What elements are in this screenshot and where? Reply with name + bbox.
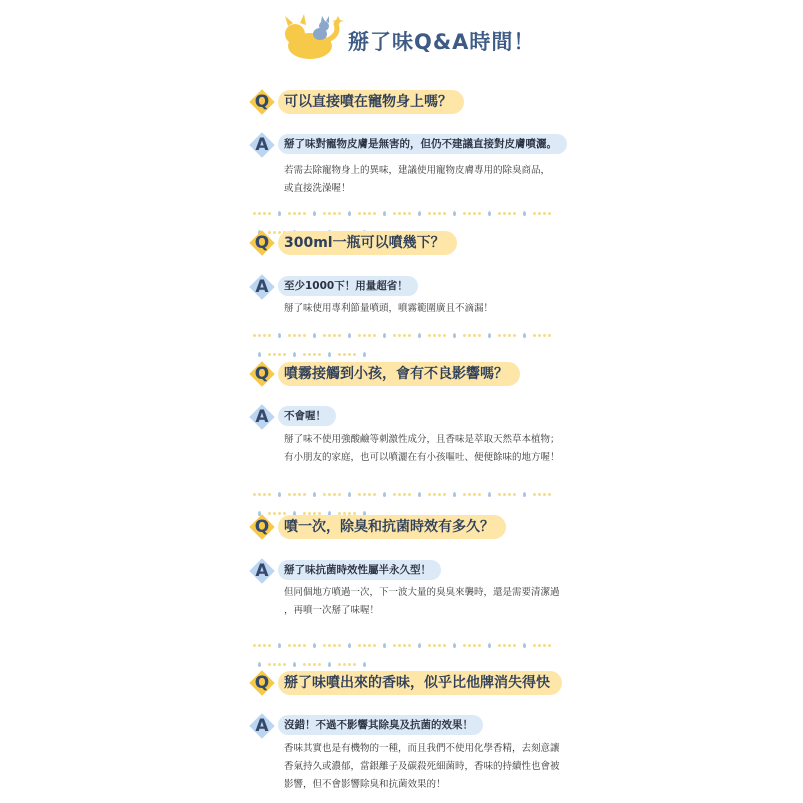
divider-dot (538, 212, 541, 215)
divider-dot (398, 334, 401, 337)
dotted-divider (252, 484, 552, 492)
divider-dot (508, 644, 511, 647)
droplet-icon (258, 352, 261, 357)
divider-dot (338, 663, 341, 666)
divider-dot (288, 493, 291, 496)
divider-dot (393, 493, 396, 496)
answer-body: 若需去除寵物身上的異味，建議使用寵物皮膚專用的除臭商品， 或直接洗澡喔！ (284, 165, 551, 194)
divider-dot (288, 644, 291, 647)
divider-dot (508, 493, 511, 496)
divider-dot (543, 644, 546, 647)
divider-dot (253, 212, 256, 215)
header (0, 8, 803, 68)
droplet-icon (488, 211, 491, 216)
divider-dot (463, 644, 466, 647)
dotted-divider (252, 203, 552, 211)
divider-dot (408, 212, 411, 215)
divider-dot (268, 353, 271, 356)
divider-dot (348, 663, 351, 666)
droplet-icon (328, 662, 331, 667)
divider-dot (438, 493, 441, 496)
divider-dot (443, 334, 446, 337)
divider-dot (548, 334, 551, 337)
droplet-icon (383, 211, 386, 216)
divider-dot (443, 212, 446, 215)
divider-dot (338, 212, 341, 215)
divider-dot (368, 644, 371, 647)
divider-dot (323, 334, 326, 337)
divider-dot (258, 212, 261, 215)
divider-dot (293, 212, 296, 215)
divider-dot (253, 493, 256, 496)
droplet-icon (278, 643, 281, 648)
droplet-icon (258, 662, 261, 667)
divider-dot (463, 493, 466, 496)
divider-dot (513, 493, 516, 496)
divider-dot (273, 353, 276, 356)
divider-dot (303, 334, 306, 337)
question-text: 可以直接噴在寵物身上嗎？ (278, 90, 464, 114)
droplet-icon (418, 643, 421, 648)
divider-dot (263, 212, 266, 215)
dotted-divider (252, 635, 552, 643)
dotted-divider (252, 325, 552, 333)
droplet-icon (453, 333, 456, 338)
answer-headline: 掰了味對寵物皮膚是無害的，但仍不建議直接對皮膚噴灑。 (278, 134, 567, 154)
divider-dot (473, 212, 476, 215)
divider-dot (268, 663, 271, 666)
divider-dot (503, 212, 506, 215)
droplet-icon (523, 492, 526, 497)
answer-headline: 不會喔！ (278, 406, 336, 426)
droplet-icon (313, 333, 316, 338)
droplet-icon (523, 643, 526, 648)
divider-dot (498, 212, 501, 215)
droplet-icon (278, 211, 281, 216)
droplet-icon (418, 492, 421, 497)
divider-dot (343, 353, 346, 356)
divider-dot (298, 644, 301, 647)
answer-headline: 沒錯！不過不影響其除臭及抗菌的效果！ (278, 715, 483, 735)
divider-dot (473, 644, 476, 647)
droplet-icon (523, 211, 526, 216)
divider-dot (433, 334, 436, 337)
divider-dot (338, 353, 341, 356)
divider-dot (433, 493, 436, 496)
divider-dot (408, 334, 411, 337)
divider-dot (318, 353, 321, 356)
divider-dot (543, 493, 546, 496)
divider-dot (358, 334, 361, 337)
droplet-icon (278, 333, 281, 338)
divider-dot (373, 493, 376, 496)
divider-dot (333, 334, 336, 337)
droplet-icon (293, 352, 296, 357)
divider-dot (298, 493, 301, 496)
answer-body: 但同個地方噴過一次，下一波大量的臭臭來襲時，還是需要清潔過 ，再噴一次掰了味喔！ (284, 587, 560, 616)
divider-dot (403, 212, 406, 215)
divider-dot (508, 212, 511, 215)
divider-dot (398, 212, 401, 215)
droplet-icon (328, 352, 331, 357)
divider-dot (473, 334, 476, 337)
droplet-icon (383, 333, 386, 338)
divider-dot (293, 334, 296, 337)
divider-dot (303, 493, 306, 496)
answer-body: 香味其實也是有機物的一種，而且我們不使用化學香精，去刻意讓 香氣持久或濃郁，當銀離子及碳殺死細菌時，香味的持續性也會被 影響，但不會影響除臭和抗菌效果的！ (284, 743, 560, 790)
divider-dot (293, 644, 296, 647)
divider-dot (443, 493, 446, 496)
divider-dot (283, 663, 286, 666)
divider-dot (253, 644, 256, 647)
divider-dot (403, 644, 406, 647)
divider-dot (498, 493, 501, 496)
answer-badge: A (248, 131, 276, 159)
divider-dot (473, 493, 476, 496)
divider-dot (543, 212, 546, 215)
droplet-icon (348, 492, 351, 497)
divider-dot (498, 334, 501, 337)
droplet-icon (453, 492, 456, 497)
divider-dot (393, 644, 396, 647)
divider-dot (398, 644, 401, 647)
divider-dot (513, 644, 516, 647)
divider-dot (428, 334, 431, 337)
divider-dot (313, 353, 316, 356)
question-text: 噴一次，除臭和抗菌時效有多久？ (278, 515, 506, 539)
divider-dot (438, 212, 441, 215)
question-text: 掰了味噴出來的香味，似乎比他牌消失得快 (278, 671, 562, 695)
divider-dot (263, 644, 266, 647)
divider-dot (468, 334, 471, 337)
divider-dot (328, 644, 331, 647)
droplet-icon (293, 662, 296, 667)
droplet-icon (453, 211, 456, 216)
divider-dot (253, 334, 256, 337)
answer-badge: A (248, 557, 276, 585)
divider-dot (283, 353, 286, 356)
divider-dot (333, 644, 336, 647)
divider-dot (538, 644, 541, 647)
divider-dot (363, 212, 366, 215)
divider-dot (278, 663, 281, 666)
page-title: 掰了味Q&A時間！ (348, 30, 536, 54)
divider-dot (548, 493, 551, 496)
divider-dot (333, 493, 336, 496)
question-badge: Q (248, 88, 276, 116)
divider-dot (353, 663, 356, 666)
divider-dot (468, 212, 471, 215)
divider-dot (533, 493, 536, 496)
droplet-icon (523, 333, 526, 338)
divider-dot (468, 493, 471, 496)
divider-dot (533, 334, 536, 337)
droplet-icon (418, 211, 421, 216)
divider-dot (433, 212, 436, 215)
divider-dot (278, 512, 281, 515)
divider-dot (368, 334, 371, 337)
answer-headline: 掰了味抗菌時效性屬半永久型！ (278, 560, 441, 580)
divider-dot (338, 644, 341, 647)
divider-dot (323, 644, 326, 647)
divider-dot (368, 493, 371, 496)
divider-dot (538, 493, 541, 496)
divider-dot (443, 644, 446, 647)
droplet-icon (363, 662, 366, 667)
divider-dot (358, 644, 361, 647)
divider-dot (548, 644, 551, 647)
answer-badge: A (248, 273, 276, 301)
droplet-icon (348, 643, 351, 648)
divider-dot (363, 334, 366, 337)
divider-dot (303, 212, 306, 215)
answer-badge: A (248, 403, 276, 431)
droplet-icon (418, 333, 421, 338)
divider-dot (268, 334, 271, 337)
droplet-icon (383, 643, 386, 648)
divider-dot (478, 212, 481, 215)
divider-dot (328, 334, 331, 337)
divider-dot (543, 334, 546, 337)
divider-dot (403, 493, 406, 496)
divider-dot (438, 644, 441, 647)
question-text: 300ml一瓶可以噴幾下？ (278, 231, 457, 255)
divider-dot (498, 644, 501, 647)
divider-dot (373, 334, 376, 337)
divider-dot (323, 493, 326, 496)
droplet-icon (313, 211, 316, 216)
divider-dot (503, 644, 506, 647)
question-badge: Q (248, 669, 276, 697)
divider-dot (263, 493, 266, 496)
divider-dot (288, 334, 291, 337)
divider-dot (288, 212, 291, 215)
divider-dot (353, 353, 356, 356)
divider-dot (273, 663, 276, 666)
divider-dot (428, 212, 431, 215)
divider-dot (463, 212, 466, 215)
droplet-icon (363, 352, 366, 357)
droplet-icon (313, 643, 316, 648)
divider-dot (438, 334, 441, 337)
droplet-icon (488, 333, 491, 338)
divider-dot (463, 334, 466, 337)
divider-dot (308, 353, 311, 356)
divider-dot (298, 212, 301, 215)
divider-dot (533, 212, 536, 215)
droplet-icon (488, 643, 491, 648)
divider-dot (303, 663, 306, 666)
question-badge: Q (248, 513, 276, 541)
divider-dot (323, 212, 326, 215)
droplet-icon (488, 492, 491, 497)
divider-dot (303, 644, 306, 647)
divider-dot (258, 334, 261, 337)
divider-dot (338, 493, 341, 496)
divider-dot (343, 663, 346, 666)
divider-dot (428, 493, 431, 496)
droplet-icon (383, 492, 386, 497)
divider-dot (433, 644, 436, 647)
divider-dot (258, 493, 261, 496)
divider-dot (503, 493, 506, 496)
divider-dot (338, 334, 341, 337)
divider-dot (393, 212, 396, 215)
divider-dot (333, 212, 336, 215)
divider-dot (263, 334, 266, 337)
divider-dot (468, 644, 471, 647)
droplet-icon (453, 643, 456, 648)
droplet-icon (313, 492, 316, 497)
divider-dot (538, 334, 541, 337)
divider-dot (318, 663, 321, 666)
divider-dot (303, 353, 306, 356)
divider-dot (268, 644, 271, 647)
divider-dot (393, 334, 396, 337)
answer-body: 掰了味使用專利節量噴頭，噴霧範圍廣且不滴漏！ (284, 303, 494, 314)
droplet-icon (278, 492, 281, 497)
answer-badge: A (248, 712, 276, 740)
answer-headline: 至少1000下！用量超省！ (278, 276, 418, 296)
divider-dot (508, 334, 511, 337)
divider-dot (398, 493, 401, 496)
divider-dot (313, 663, 316, 666)
divider-dot (308, 663, 311, 666)
divider-dot (408, 644, 411, 647)
question-text: 噴霧接觸到小孩，會有不良影響嗎？ (278, 362, 520, 386)
question-badge: Q (248, 360, 276, 388)
divider-dot (298, 334, 301, 337)
divider-dot (403, 334, 406, 337)
question-badge: Q (248, 229, 276, 257)
divider-dot (363, 493, 366, 496)
divider-dot (478, 644, 481, 647)
divider-dot (258, 644, 261, 647)
divider-dot (268, 493, 271, 496)
divider-dot (328, 493, 331, 496)
divider-dot (363, 644, 366, 647)
divider-dot (478, 334, 481, 337)
divider-dot (348, 353, 351, 356)
divider-dot (503, 334, 506, 337)
divider-dot (548, 212, 551, 215)
cat-dog-logo-icon (280, 10, 350, 64)
answer-body: 掰了味不使用強酸鹼等刺激性成分，且香味是萃取天然草本植物； 有小朋友的家庭，也可以噴灑在有小孩嘔吐、便便餘味的地方喔！ (284, 434, 560, 463)
divider-dot (513, 334, 516, 337)
divider-dot (478, 493, 481, 496)
divider-dot (293, 493, 296, 496)
divider-dot (368, 212, 371, 215)
divider-dot (428, 644, 431, 647)
divider-dot (373, 644, 376, 647)
divider-dot (373, 212, 376, 215)
divider-dot (268, 212, 271, 215)
divider-dot (328, 212, 331, 215)
divider-dot (358, 212, 361, 215)
divider-dot (513, 212, 516, 215)
divider-dot (408, 493, 411, 496)
divider-dot (533, 644, 536, 647)
droplet-icon (348, 211, 351, 216)
divider-dot (278, 353, 281, 356)
droplet-icon (348, 333, 351, 338)
divider-dot (358, 493, 361, 496)
